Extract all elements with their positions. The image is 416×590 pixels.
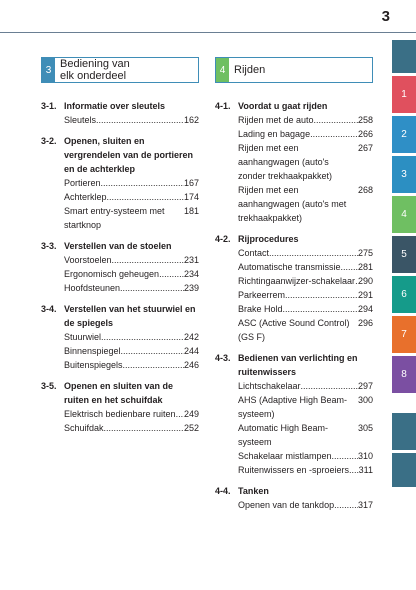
toc-entry-page: 297 bbox=[357, 381, 373, 391]
toc-entry-label bbox=[64, 190, 184, 204]
toc-entry-text: Achterklep bbox=[64, 192, 107, 202]
toc-entry[interactable] bbox=[64, 204, 199, 232]
toc-entry[interactable] bbox=[64, 421, 199, 435]
toc-entry-text: Ergonomisch geheugen bbox=[64, 269, 160, 279]
toc-entry-label bbox=[238, 393, 358, 421]
toc-entry[interactable] bbox=[64, 344, 199, 358]
subsection-number: 4-1. bbox=[215, 101, 231, 111]
chapter-tab-2[interactable]: 2 bbox=[392, 116, 416, 153]
toc-entry-text: Openen van de tankdop bbox=[238, 500, 335, 510]
toc-entry-page: 310 bbox=[357, 451, 373, 461]
toc-entry-page: 258 bbox=[357, 115, 373, 125]
toc-entry[interactable] bbox=[64, 330, 199, 344]
toc-entry[interactable] bbox=[64, 253, 199, 267]
toc-subsection bbox=[41, 134, 199, 232]
toc-entry-text: AHS (Adaptive High Beam-systeem) bbox=[238, 395, 348, 419]
toc-entry-page: 267 bbox=[357, 143, 373, 153]
toc-entry[interactable] bbox=[238, 302, 373, 316]
toc-entry-text: Parkeerrem bbox=[238, 290, 286, 300]
toc-entry-label bbox=[238, 379, 358, 393]
toc-entry-label bbox=[238, 463, 359, 477]
toc-entry-page: 291 bbox=[357, 290, 373, 300]
subsection-title: Verstellen van de stoelen bbox=[64, 241, 172, 251]
toc-entry-label bbox=[238, 260, 358, 274]
toc-entry-text: Schakelaar mistlampen bbox=[238, 451, 332, 461]
subsection-title: Openen, sluiten en vergrendelen van de portieren en de achterklep bbox=[64, 136, 194, 174]
subsection-number: 4-2. bbox=[215, 234, 231, 244]
toc-entry-label bbox=[238, 113, 358, 127]
toc-entry-text: Rijden met een aanhangwagen (auto's zonder trekhaakpakket) bbox=[238, 143, 333, 181]
toc-entry[interactable] bbox=[238, 393, 373, 421]
toc-entry-text: Lading en bagage bbox=[238, 129, 311, 139]
toc-entry-page: 305 bbox=[357, 423, 373, 433]
toc-entry-label bbox=[64, 176, 184, 190]
toc-entry-page: 249 bbox=[183, 409, 199, 419]
toc-entry[interactable] bbox=[238, 463, 373, 477]
toc-entry-label bbox=[64, 267, 184, 281]
toc-entry-page: 268 bbox=[357, 185, 373, 195]
subsection-title: Verstellen van het stuurwiel en de spiegels bbox=[64, 304, 196, 328]
toc-entry-page: 231 bbox=[183, 255, 199, 265]
chapter-tab-4[interactable]: 4 bbox=[392, 196, 416, 233]
subsection-title: Openen en sluiten van de ruiten en het schuifdak bbox=[64, 381, 174, 405]
toc-entry[interactable] bbox=[238, 260, 373, 274]
toc-entry-text: Buitenspiegels bbox=[64, 360, 123, 370]
toc-entry-label bbox=[238, 274, 358, 288]
toc-entry-label bbox=[238, 288, 358, 302]
toc-entry-text: Automatic High Beam-systeem bbox=[238, 423, 329, 447]
toc-entry[interactable] bbox=[238, 379, 373, 393]
subsection-number: 3-2. bbox=[41, 136, 57, 146]
toc-subsection bbox=[41, 302, 199, 372]
toc-entry-page: 174 bbox=[183, 192, 199, 202]
toc-entry[interactable] bbox=[64, 176, 199, 190]
section-3-number: 3 bbox=[42, 58, 55, 82]
toc-entry[interactable] bbox=[64, 267, 199, 281]
toc-entry-page: 317 bbox=[357, 500, 373, 510]
toc-entry-label bbox=[238, 183, 358, 225]
toc-entry-text: Elektrisch bedienbare ruiten bbox=[64, 409, 176, 419]
toc-entry-text: Stuurwiel bbox=[64, 332, 102, 342]
toc-entry[interactable] bbox=[238, 141, 373, 183]
chapter-tab-1[interactable]: 1 bbox=[392, 76, 416, 113]
toc-column-left bbox=[41, 96, 199, 435]
toc-entry-text: Portieren bbox=[64, 178, 101, 188]
subsection-number: 3-4. bbox=[41, 304, 57, 314]
toc-entry-label bbox=[238, 127, 358, 141]
subsection-title: Bedienen van verlichting en ruitenwissers bbox=[238, 353, 358, 377]
toc-entry[interactable] bbox=[238, 127, 373, 141]
chapter-tab-6[interactable]: 6 bbox=[392, 276, 416, 313]
toc-subsection bbox=[215, 99, 373, 225]
subsection-number: 3-1. bbox=[41, 101, 57, 111]
toc-entry-page: 294 bbox=[357, 304, 373, 314]
toc-entry-label bbox=[238, 302, 358, 316]
toc-subsection bbox=[215, 484, 373, 512]
toc-subsection bbox=[41, 239, 199, 295]
section-3-title-line-1: Bediening van bbox=[60, 58, 130, 70]
section-4-title: Rijden bbox=[234, 64, 266, 76]
toc-entry-page: 252 bbox=[183, 423, 199, 433]
toc-entry-page: 167 bbox=[183, 178, 199, 188]
toc-entry-page: 162 bbox=[183, 115, 199, 125]
toc-entry-text: Automatische transmissie bbox=[238, 262, 341, 272]
toc-entry-text: Richtingaanwijzer-schakelaar bbox=[238, 276, 356, 286]
section-4-header bbox=[215, 57, 373, 83]
toc-entry[interactable] bbox=[64, 358, 199, 372]
subsection-title: Informatie over sleutels bbox=[64, 101, 166, 111]
toc-entry-text: Sleutels bbox=[64, 115, 97, 125]
toc-entry-label bbox=[238, 246, 358, 260]
toc-entry-label bbox=[64, 330, 184, 344]
toc-entry-page: 266 bbox=[357, 129, 373, 139]
toc-entry-page: 296 bbox=[357, 318, 373, 328]
subsection-number: 4-3. bbox=[215, 353, 231, 363]
subsection-number: 3-3. bbox=[41, 241, 57, 251]
toc-entry-text: Rijden met de auto bbox=[238, 115, 314, 125]
toc-entry-label bbox=[64, 204, 184, 232]
toc-entry[interactable] bbox=[238, 274, 373, 288]
toc-entry[interactable] bbox=[238, 113, 373, 127]
toc-entry[interactable] bbox=[238, 288, 373, 302]
toc-entry[interactable] bbox=[238, 246, 373, 260]
subsection-number: 4-4. bbox=[215, 486, 231, 496]
toc-entry-page: 246 bbox=[183, 360, 199, 370]
toc-entry-text: Smart entry-systeem met startknop bbox=[64, 206, 165, 230]
section-3-title bbox=[60, 58, 130, 82]
section-3-title-line-2: elk onderdeel bbox=[60, 70, 127, 82]
toc-entry[interactable] bbox=[238, 421, 373, 449]
toc-entry-page: 300 bbox=[357, 395, 373, 405]
toc-entry-label bbox=[64, 344, 184, 358]
section-3-header bbox=[41, 57, 199, 83]
toc-subsection bbox=[41, 99, 199, 127]
toc-subsection bbox=[215, 232, 373, 344]
chapter-tab-3[interactable]: 3 bbox=[392, 156, 416, 193]
toc-entry-page: 239 bbox=[183, 283, 199, 293]
toc-entry-page: 244 bbox=[183, 346, 199, 356]
toc-entry-page: 290 bbox=[357, 276, 373, 286]
section-4-number: 4 bbox=[216, 58, 229, 82]
toc-entry[interactable] bbox=[64, 113, 199, 127]
toc-entry-page: 181 bbox=[183, 206, 199, 216]
toc-entry-text: Lichtschakelaar bbox=[238, 381, 301, 391]
toc-entry-text: Schuifdak bbox=[64, 423, 104, 433]
toc-entry-text: Contact bbox=[238, 248, 270, 258]
toc-entry-label bbox=[64, 407, 184, 421]
toc-entry-page: 275 bbox=[357, 248, 373, 258]
toc-entry[interactable] bbox=[64, 281, 199, 295]
chapter-tab-8[interactable]: 8 bbox=[392, 356, 416, 393]
toc-entry-text: Hoofdsteunen bbox=[64, 283, 121, 293]
toc-entry-label bbox=[238, 421, 358, 449]
toc-entry-label bbox=[238, 449, 358, 463]
chapter-tab-5[interactable]: 5 bbox=[392, 236, 416, 273]
toc-entry-label bbox=[64, 421, 184, 435]
toc-entry-text: Voorstoelen bbox=[64, 255, 112, 265]
chapter-tab-blank[interactable] bbox=[392, 453, 416, 487]
subsection-title: Tanken bbox=[238, 486, 269, 496]
toc-entry-text: Rijden met een aanhangwagen (auto's met trekhaakpakket) bbox=[238, 185, 347, 223]
chapter-tab-blank[interactable] bbox=[392, 413, 416, 450]
toc-entry-label bbox=[238, 316, 358, 344]
toc-entry[interactable] bbox=[238, 498, 373, 512]
header-rule bbox=[0, 32, 416, 33]
page-number: 3 bbox=[381, 8, 390, 25]
toc-entry-page: 281 bbox=[357, 262, 373, 272]
subsection-title: Rijprocedures bbox=[238, 234, 299, 244]
toc-entry-label bbox=[64, 113, 184, 127]
toc-entry[interactable] bbox=[238, 449, 373, 463]
toc-entry-text: Brake Hold bbox=[238, 304, 283, 314]
toc-entry[interactable] bbox=[238, 183, 373, 225]
toc-entry-text: Ruitenwissers en -sproeiers bbox=[238, 465, 350, 475]
toc-entry-text: Binnenspiegel bbox=[64, 346, 121, 356]
toc-entry-label bbox=[64, 281, 184, 295]
toc-entry[interactable] bbox=[64, 190, 199, 204]
toc-entry-page: 311 bbox=[358, 465, 373, 475]
toc-subsection bbox=[41, 379, 199, 435]
chapter-tab-7[interactable]: 7 bbox=[392, 316, 416, 353]
toc-entry-label bbox=[238, 141, 358, 183]
subsection-title: Voordat u gaat rijden bbox=[238, 101, 328, 111]
toc-entry-label bbox=[238, 498, 358, 512]
toc-entry-label bbox=[64, 253, 184, 267]
toc-subsection bbox=[215, 351, 373, 477]
toc-entry-label bbox=[64, 358, 184, 372]
toc-entry-page: 242 bbox=[183, 332, 199, 342]
toc-entry[interactable] bbox=[238, 316, 373, 344]
toc-column-right bbox=[215, 96, 373, 512]
chapter-tab-blank[interactable] bbox=[392, 40, 416, 73]
toc-entry[interactable] bbox=[64, 407, 199, 421]
toc-entry-text: ASC (Active Sound Control) (GS F) bbox=[238, 318, 350, 342]
toc-entry-page: 234 bbox=[183, 269, 199, 279]
subsection-number: 3-5. bbox=[41, 381, 57, 391]
